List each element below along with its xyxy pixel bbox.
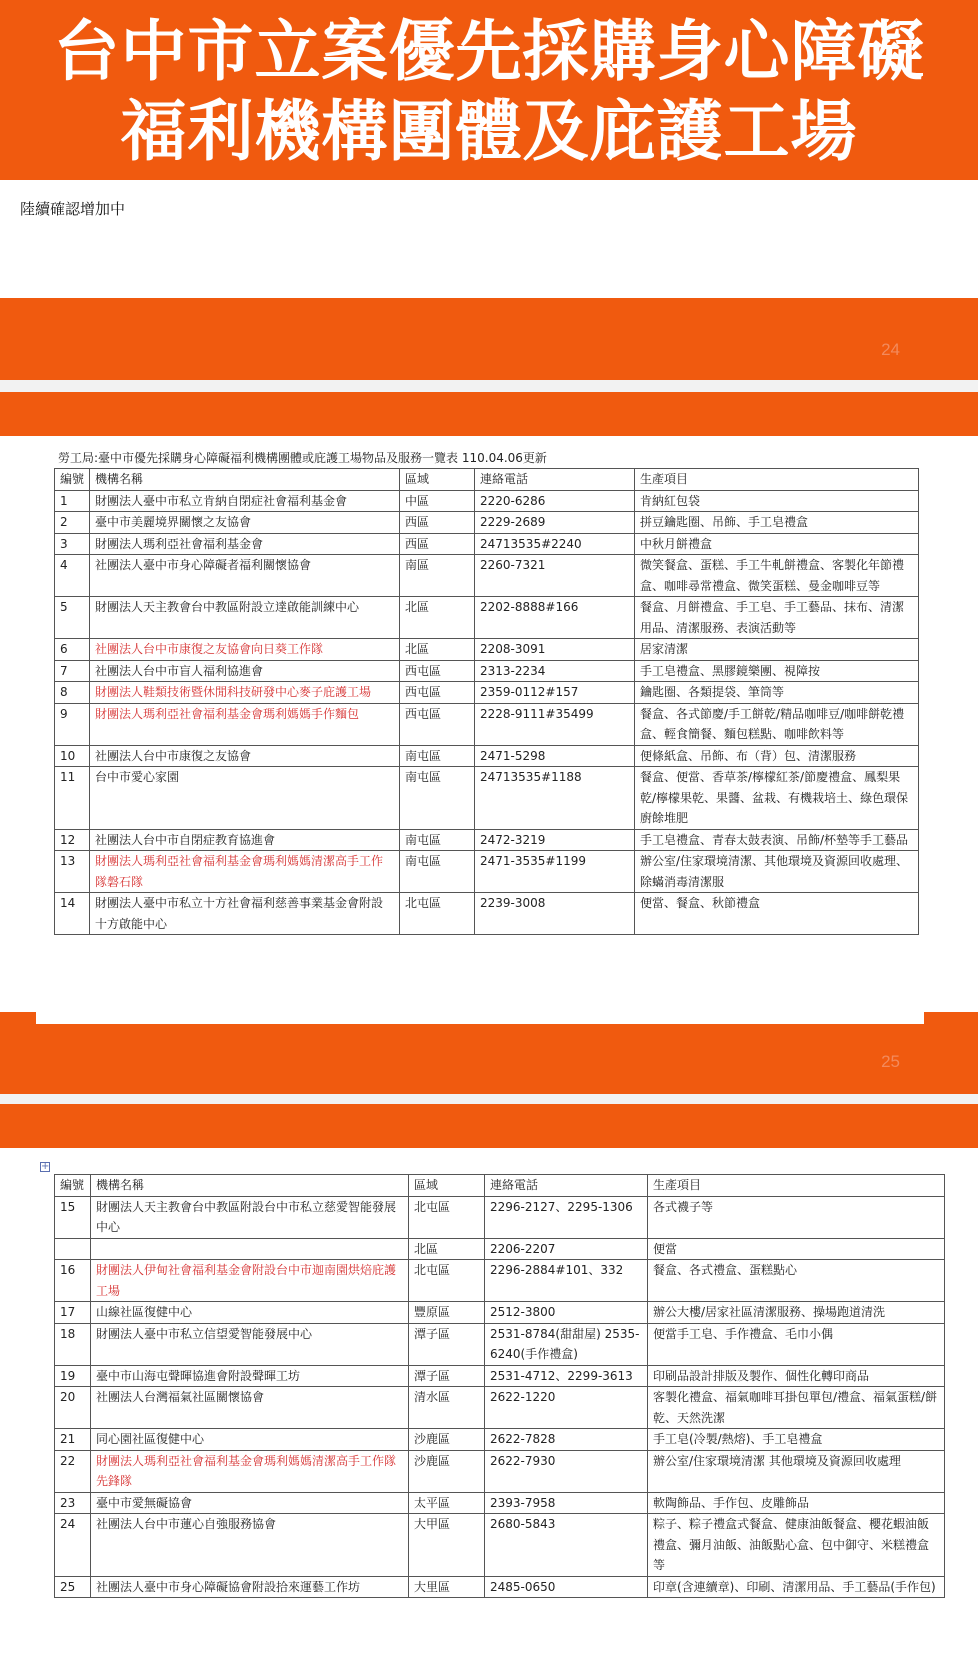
table-row [55,1365,945,1387]
area: 北區 [400,639,475,661]
organization-name: 社團法人台中市康復之友協會 [90,745,400,767]
area: 西區 [400,533,475,555]
products: 辦公大樓/居家社區清潔服務、操場跑道清洗 [648,1302,945,1324]
row-number: 12 [55,829,90,851]
organization-name: 臺中市美麗境界關懷之友協會 [90,512,400,534]
table-row [55,1323,945,1365]
table-1-body [55,490,919,935]
area: 潭子區 [409,1365,485,1387]
organization-name: 臺中市愛無礙協會 [91,1492,409,1514]
area: 西區 [400,512,475,534]
products: 鑰匙圈、各類提袋、筆筒等 [635,682,919,704]
header-no: 編號 [55,469,90,491]
row-number: 16 [55,1260,91,1302]
organization-name: 財團法人天主教會台中教區附設立達啟能訓練中心 [90,597,400,639]
organization-name: 同心園社區復健中心 [91,1429,409,1451]
area: 北屯區 [409,1196,485,1238]
products: 辦公室/住家環境清潔、其他環境及資源回收處理、除蟎消毒清潔服 [635,851,919,893]
table-row [55,703,919,745]
area: 南屯區 [400,745,475,767]
table-row [55,1514,945,1577]
header-area: 區域 [400,469,475,491]
organization-table-2 [54,1174,945,1598]
table-row [55,851,919,893]
table-header-row [55,1175,945,1197]
header-phone: 連絡電話 [485,1175,648,1197]
table-2-body [55,1196,945,1598]
header-no: 編號 [55,1175,91,1197]
row-number: 22 [55,1450,91,1492]
header-items: 生產項目 [635,469,919,491]
products: 微笑餐盒、蛋糕、手工牛軋餅禮盒、客製化年節禮盒、咖啡尋常禮盒、微笑蛋糕、曼金咖啡豆等 [635,555,919,597]
table-header-row [55,469,919,491]
area: 中區 [400,490,475,512]
table-row [55,639,919,661]
title-line-1: 台中市立案優先採購身心障礙 [53,13,925,90]
phone: 2531-4712、2299-3613 [485,1365,648,1387]
phone: 2471-5298 [475,745,635,767]
sheet-edge [36,1012,924,1024]
table-row [55,1450,945,1492]
table-row [55,682,919,704]
products: 手工皂禮盒、黑膠鏡樂團、視障按 [635,660,919,682]
header-name: 機構名稱 [91,1175,409,1197]
row-number: 15 [55,1196,91,1238]
table-row [55,1387,945,1429]
area: 沙鹿區 [409,1450,485,1492]
products: 辦公室/住家環境清潔 其他環境及資源回收處理 [648,1450,945,1492]
table-row [55,555,919,597]
header-phone: 連絡電話 [475,469,635,491]
area: 潭子區 [409,1323,485,1365]
phone: 2260-7321 [475,555,635,597]
row-number: 4 [55,555,90,597]
phone: 24713535#1188 [475,767,635,830]
organization-name: 財團法人天主教會台中教區附設台中市私立慈愛智能發展中心 [91,1196,409,1238]
area: 北區 [400,597,475,639]
area: 北屯區 [409,1260,485,1302]
area: 南屯區 [400,829,475,851]
products: 印章(含連續章)、印刷、清潔用品、手工藝品(手作包) [648,1576,945,1598]
phone: 2296-2884#101、332 [485,1260,648,1302]
products: 手工皂禮盒、青春太鼓表演、吊飾/杯墊等手工藝品 [635,829,919,851]
phone: 2622-1220 [485,1387,648,1429]
phone: 2202-8888#166 [475,597,635,639]
phone: 2472-3219 [475,829,635,851]
row-number: 13 [55,851,90,893]
products: 餐盒、便當、香草茶/檸檬紅茶/節慶禮盒、鳳梨果乾/檸檬果乾、果醬、盆栽、有機栽培土、綠色環保廚餘堆肥 [635,767,919,830]
organization-name: 財團法人伊甸社會福利基金會附設台中市迦南園烘焙庇護工場 [91,1260,409,1302]
table-1-caption: 勞工局:臺中市優先採購身心障礙福利機構團體或庇護工場物品及服務一覽表 110.04.06更新 [58,451,547,465]
row-number [55,1238,91,1260]
products: 粽子、粽子禮盒式餐盒、健康油飯餐盒、櫻花蝦油飯禮盒、彌月油飯、油飯點心盒、包中御守、米糕禮盒 等 [648,1514,945,1577]
phone: 2680-5843 [485,1514,648,1577]
products: 手工皂(冷製/熱熔)、手工皂禮盒 [648,1429,945,1451]
table-row [55,1238,945,1260]
area: 西屯區 [400,660,475,682]
table-row [55,1302,945,1324]
products: 便當、餐盒、秋節禮盒 [635,893,919,935]
header-items: 生產項目 [648,1175,945,1197]
phone: 2531-8784(甜甜屋) 2535-6240(手作禮盒) [485,1323,648,1365]
products: 中秋月餅禮盒 [635,533,919,555]
products: 客製化禮盒、福氣咖啡耳掛包單包/禮盒、福氣蛋糕/餅乾、天然洗潔 [648,1387,945,1429]
phone: 2313-2234 [475,660,635,682]
table-row [55,660,919,682]
organization-name: 財團法人瑪利亞社會福利基金會瑪利媽媽手作麵包 [90,703,400,745]
row-number: 17 [55,1302,91,1324]
phone: 2622-7828 [485,1429,648,1451]
organization-name: 台中市愛心家園 [90,767,400,830]
table-row [55,597,919,639]
row-number: 21 [55,1429,91,1451]
products: 肯納紅包袋 [635,490,919,512]
slide-footer-band [0,298,978,380]
slide-number: 24 [881,340,900,359]
area: 西屯區 [400,682,475,704]
products: 餐盒、各式禮盒、蛋糕點心 [648,1260,945,1302]
row-number: 25 [55,1576,91,1598]
phone: 2208-3091 [475,639,635,661]
organization-name: 臺中市山海屯聲暉協進會附設聲暉工坊 [91,1365,409,1387]
row-number: 9 [55,703,90,745]
area: 豐原區 [409,1302,485,1324]
organization-name: 社團法人台中市盲人福利協進會 [90,660,400,682]
products: 餐盒、月餅禮盒、手工皂、手工藝品、抹布、清潔用品、清潔服務、表演活動等 [635,597,919,639]
products: 拼豆鑰匙圈、吊飾、手工皂禮盒 [635,512,919,534]
phone: 24713535#2240 [475,533,635,555]
slide-gap [0,1094,978,1104]
row-number: 3 [55,533,90,555]
organization-name: 社團法人台灣福氣社區關懷協會 [91,1387,409,1429]
organization-name: 社團法人台中市自閉症教育協進會 [90,829,400,851]
organization-name: 財團法人臺中市私立信望愛智能發展中心 [91,1323,409,1365]
slide-gap [0,380,978,392]
products: 便當手工皂、手作禮盒、毛巾小偶 [648,1323,945,1365]
title-line-2: 福利機構團體及庇護工場 [120,93,858,170]
area: 南區 [400,555,475,597]
organization-name: 財團法人瑪利亞社會福利基金會瑪利媽媽清潔高手工作隊先鋒隊 [91,1450,409,1492]
phone: 2206-2207 [485,1238,648,1260]
organization-name: 社團法人臺中市身心障礙者福利關懷協會 [90,555,400,597]
organization-name: 財團法人瑪利亞社會福利基金會 [90,533,400,555]
area: 西屯區 [400,703,475,745]
slide-footer-band [0,1012,978,1094]
table-row [55,1492,945,1514]
phone: 2228-9111#35499 [475,703,635,745]
row-number: 6 [55,639,90,661]
row-number: 5 [55,597,90,639]
products: 便當 [648,1238,945,1260]
table-row [55,512,919,534]
phone: 2485-0650 [485,1576,648,1598]
organization-name: 社團法人台中市蓮心自強服務協會 [91,1514,409,1577]
row-number: 1 [55,490,90,512]
area: 沙鹿區 [409,1429,485,1451]
title-banner [0,0,978,180]
row-number: 14 [55,893,90,935]
row-number: 8 [55,682,90,704]
area: 南屯區 [400,767,475,830]
phone: 2220-6286 [475,490,635,512]
table-row [55,745,919,767]
organization-name [91,1238,409,1260]
anchor-icon: + [41,1161,50,1172]
slide-number: 25 [881,1052,900,1071]
organization-name: 社團法人臺中市身心障礙協會附設拾來運藝工作坊 [91,1576,409,1598]
header-name: 機構名稱 [90,469,400,491]
table-row [55,829,919,851]
organization-name: 財團法人鞋類技術暨休閒科技研發中心麥子庇護工場 [90,682,400,704]
row-number: 2 [55,512,90,534]
slide-header-band [0,392,978,436]
area: 南屯區 [400,851,475,893]
row-number: 19 [55,1365,91,1387]
phone: 2239-3008 [475,893,635,935]
organization-name: 社團法人台中市康復之友協會向日葵工作隊 [90,639,400,661]
table-row [55,893,919,935]
table-row [55,1260,945,1302]
products: 各式襪子等 [648,1196,945,1238]
phone: 2471-3535#1199 [475,851,635,893]
area: 太平區 [409,1492,485,1514]
organization-name: 山線社區復健中心 [91,1302,409,1324]
organization-table-1 [54,468,919,935]
area: 北屯區 [400,893,475,935]
products: 餐盒、各式節慶/手工餅乾/精品咖啡豆/咖啡餅乾禮盒、輕食簡餐、麵包糕點、咖啡飲料等 [635,703,919,745]
area: 清水區 [409,1387,485,1429]
row-number: 10 [55,745,90,767]
slide-header-band [0,1104,978,1148]
phone: 2359-0112#157 [475,682,635,704]
table-2-container [54,1174,944,1598]
header-area: 區域 [409,1175,485,1197]
phone: 2622-7930 [485,1450,648,1492]
area: 大里區 [409,1576,485,1598]
products: 便條紙盒、吊飾、布（背）包、清潔服務 [635,745,919,767]
area: 大甲區 [409,1514,485,1577]
organization-name: 財團法人瑪利亞社會福利基金會瑪利媽媽清潔高手工作隊磐石隊 [90,851,400,893]
products: 軟陶飾品、手作包、皮雕飾品 [648,1492,945,1514]
organization-name: 財團法人臺中市私立十方社會福利慈善事業基金會附設十方啟能中心 [90,893,400,935]
table-row [55,767,919,830]
table-row [55,1576,945,1598]
area: 北區 [409,1238,485,1260]
phone: 2296-2127、2295-1306 [485,1196,648,1238]
table-row [55,533,919,555]
phone: 2512-3800 [485,1302,648,1324]
row-number: 11 [55,767,90,830]
table-row [55,1196,945,1238]
subtitle: 陸續確認增加中 [20,200,126,218]
table-1-container [54,448,918,935]
row-number: 7 [55,660,90,682]
organization-name: 財團法人臺中市私立肯納自閉症社會福利基金會 [90,490,400,512]
row-number: 24 [55,1514,91,1577]
row-number: 18 [55,1323,91,1365]
row-number: 23 [55,1492,91,1514]
table-row [55,1429,945,1451]
phone: 2393-7958 [485,1492,648,1514]
products: 居家清潔 [635,639,919,661]
row-number: 20 [55,1387,91,1429]
phone: 2229-2689 [475,512,635,534]
table-row [55,490,919,512]
products: 印刷品設計排版及製作、個性化轉印商品 [648,1365,945,1387]
